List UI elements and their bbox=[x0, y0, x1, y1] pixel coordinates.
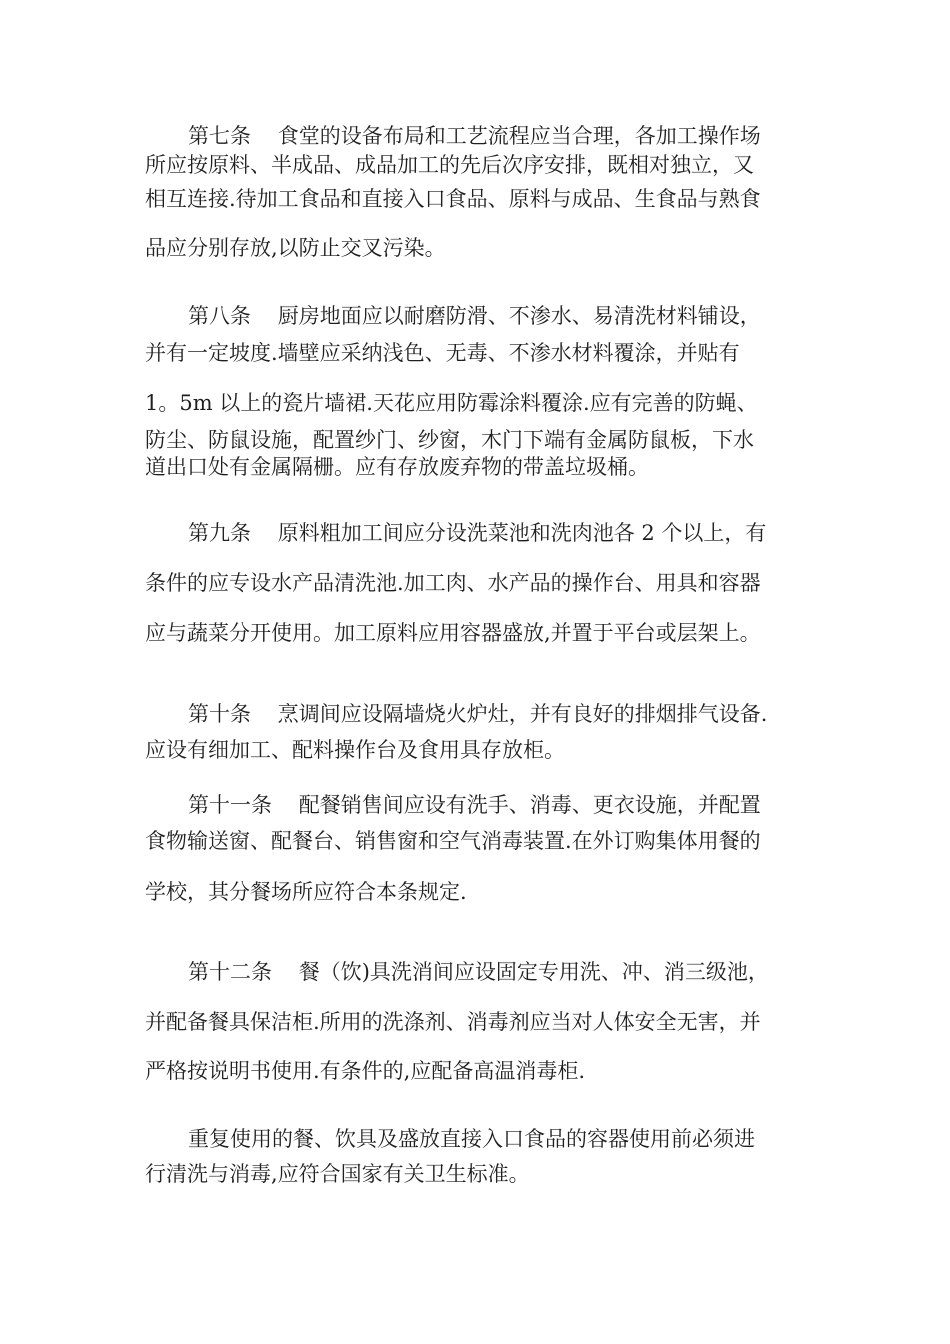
article-12-line-1: 第十二条 餐（饮)具洗消间应设固定专用洗、冲、消三级池， bbox=[188, 960, 769, 984]
article-10-line-2: 应设有细加工、配料操作台及食用具存放柜。 bbox=[145, 738, 565, 762]
article-12-line-2: 并配备餐具保洁柜.所用的洗涤剂、消毒剂应当对人体安全无害，并 bbox=[145, 1010, 761, 1034]
article-7-line-2: 所应按原料、半成品、成品加工的先后次序安排，既相对独立，又 bbox=[145, 153, 754, 177]
article-8-line-5: 道出口处有金属隔栅。应有存放废弃物的带盖垃圾桶。 bbox=[145, 455, 649, 479]
article-8-line-1: 第八条 厨房地面应以耐磨防滑、不渗水、易清洗材料铺设， bbox=[188, 304, 761, 328]
article-7-line-3: 相互连接.待加工食品和直接入口食品、原料与成品、生食品与熟食 bbox=[145, 187, 761, 211]
article-7-line-1: 第七条 食堂的设备布局和工艺流程应当合理，各加工操作场 bbox=[188, 124, 761, 148]
article-9-line-2: 条件的应专设水产品清洗池.加工肉、水产品的操作台、用具和容器 bbox=[145, 571, 761, 595]
article-8-line-3: 1。5m 以上的瓷片墙裙.天花应用防霉涂料覆涂.应有完善的防蝇、 bbox=[145, 391, 758, 415]
article-8-line-2: 并有一定坡度.墙壁应采纳浅色、无毒、不渗水材料覆涂，并贴有 bbox=[145, 341, 740, 365]
article-10-line-1: 第十条 烹调间应设隔墙烧火炉灶，并有良好的排烟排气设备. bbox=[188, 702, 768, 726]
article-7-line-4: 品应分别存放,以防止交叉污染。 bbox=[145, 236, 446, 260]
article-11-line-3: 学校，其分餐场所应符合本条规定. bbox=[145, 880, 467, 904]
article-9-line-1: 第九条 原料粗加工间应分设洗菜池和洗肉池各 2 个以上，有 bbox=[188, 521, 767, 545]
article-11-line-1: 第十一条 配餐销售间应设有洗手、消毒、更衣设施，并配置 bbox=[188, 793, 761, 817]
paragraph-reuse-line-2: 行清洗与消毒,应符合国家有关卫生标准。 bbox=[145, 1162, 530, 1186]
article-8-line-4: 防尘、防鼠设施，配置纱门、纱窗，木门下端有金属防鼠板，下水 bbox=[145, 428, 754, 452]
paragraph-reuse-line-1: 重复使用的餐、饮具及盛放直接入口食品的容器使用前必须进 bbox=[188, 1127, 755, 1151]
article-12-line-3: 严格按说明书使用.有条件的,应配备高温消毒柜. bbox=[145, 1059, 586, 1083]
article-11-line-2: 食物输送窗、配餐台、销售窗和空气消毒装置.在外订购集体用餐的 bbox=[145, 829, 761, 853]
article-9-line-3: 应与蔬菜分开使用。加工原料应用容器盛放,并置于平台或层架上。 bbox=[145, 621, 761, 645]
